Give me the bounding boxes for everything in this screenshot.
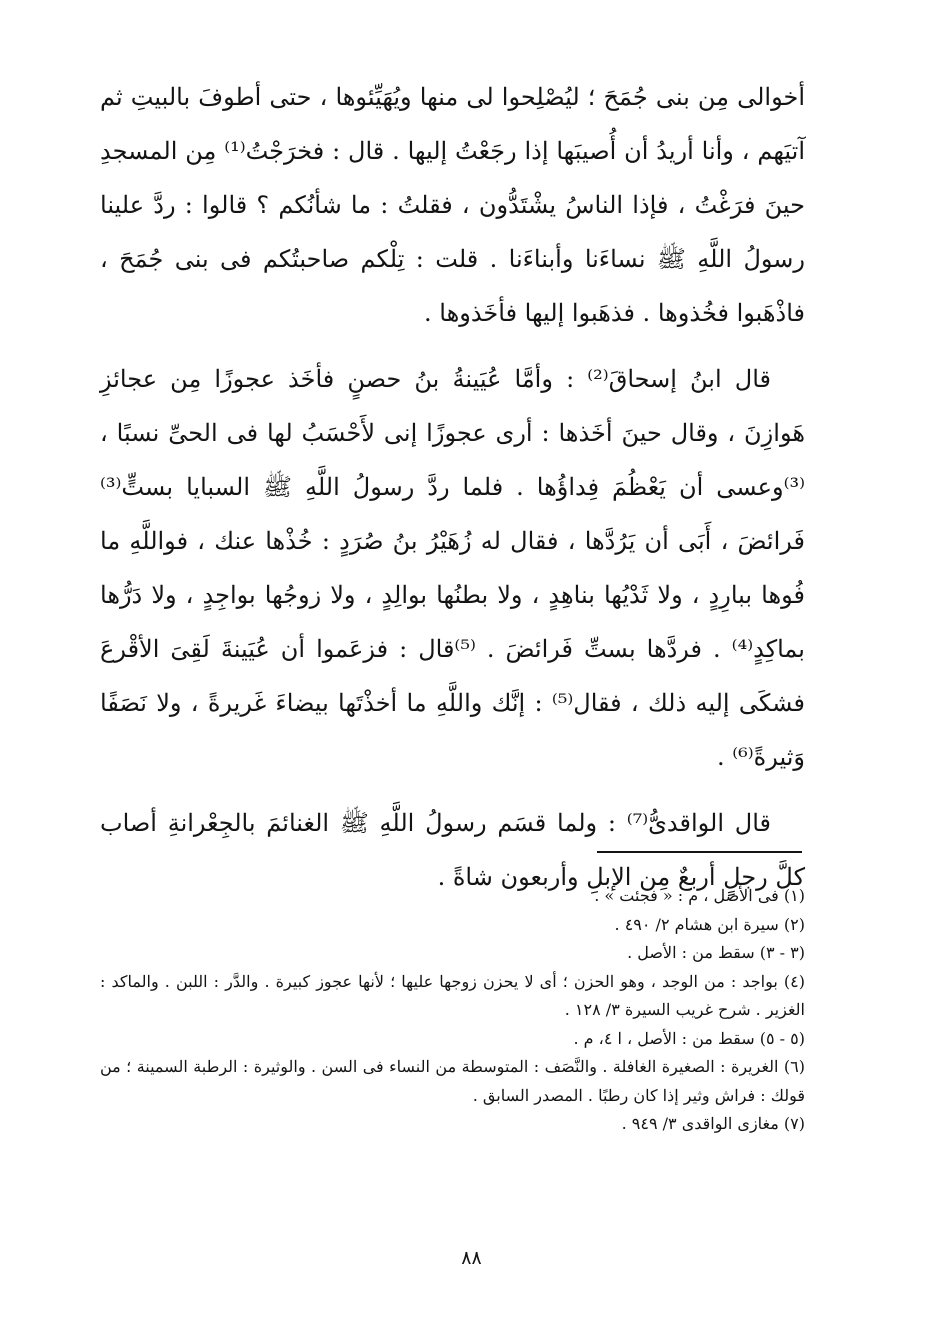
footnote-6: (٦) الغريرة : الصغيرة الغافلة . والنَّصَف : المتوسطة من النساء فى السن . والوثيرة : الرطبة السمينة ؛ من قولك : فراش وثير إذا كان رطبًا . المصدر السابق . — [100, 1057, 805, 1105]
footnote-divider — [597, 851, 802, 853]
footnotes-section — [100, 882, 805, 1139]
body-paragraph-1: أخوالى مِن بنى جُمَحَ ؛ ليُصْلِحوا لى منها ويُهَيِّئوها ، حتى أطوفَ بالبيتِ ثم آتيَهم ، وأنا أريدُ أن أُصيبَها إذا رجَعْتُ إليها . قال : فخرَجْتُ⁽¹⁾ مِن المسجدِ حينَ فرَغْتُ ، فإذا الناسُ يشْتَدُّون ، فقلتُ : ما شأنُكم ؟ قالوا : ردَّ علينا رسولُ اللَّهِ ﷺ نساءَنا وأبناءَنا . قلت : تِلْكم صاحبتُكم فى بنى جُمَحَ ، فاذْهَبوا فخُذوها . فذهَبوا إليها فأخَذوها . — [100, 83, 805, 327]
footnote-3: (٣ - ٣) سقط من : الأصل . — [627, 943, 805, 962]
main-text-body — [100, 70, 805, 916]
footnote-4: (٤) بواجد : من الوجد ، وهو الحزن ؛ أى لا يحزن زوجها عليها ؛ لأنها عجوز كبيرة . والدَّر : اللبن . والماكد : الغزير . شرح غريب السيرة ٣/ ١٢٨ . — [100, 971, 805, 1019]
footnote-1: (١) فى الأصل ، م : « فجئت » . — [594, 886, 805, 905]
page-number: ٨٨ — [461, 1247, 482, 1269]
body-paragraph-2: قال ابنُ إسحاقَ⁽²⁾ : وأمَّا عُيَينةُ بنُ حصنٍ فأخَذ عجوزًا مِن عجائزِ هَوازِنَ ، وقال حينَ أخَذها : أرى عجوزًا إنى لأَحْسَبُ لها فى الحىِّ نسبًا ، ⁽³⁾وعسى أن يَعْظُمَ فِداؤُها . فلما ردَّ رسولُ اللَّهِ ﷺ السبايا بستٍّ⁽³⁾ فَرائضَ ، أَبَى أن يَرُدَّها ، فقال له زُهَيْرُ بنُ صُرَدٍ : خُذْها عنك ، فواللَّهِ ما فُوها ببارِدٍ ، ولا ثَدْيُها بناهِدٍ ، ولا بطنُها بوالِدٍ ، ولا زوجُها بواجِدٍ ، ولا دَرُّها بماكِدٍ⁽⁴⁾ . فردَّها بستِّ فَرائضَ . ⁽⁵⁾قال : فزعَموا أن عُيَينةَ لَقِىَ الأقْرعَ فشكَى إليه ذلك ، فقال⁽⁵⁾ : إنَّك واللَّهِ ما أخذْتَها بيضاءَ غَريرةً ، ولا نَصَفًا وَثيرةً⁽⁶⁾ . — [100, 365, 805, 771]
body-paragraph-3: قال الواقدىُّ⁽⁷⁾ : ولما قسَم رسولُ اللَّهِ ﷺ الغنائمَ بالجِعْرانةِ أصاب كلَّ رجلٍ أربعٌ مِن الإبلِ وأربعون شاةً . — [100, 809, 805, 891]
footnote-7: (٧) مغازى الواقدى ٣/ ٩٤٩ . — [621, 1114, 805, 1133]
footnote-5: (٥ - ٥) سقط من : الأصل ، ا ٤، م . — [573, 1028, 805, 1048]
footnote-2: (٢) سيرة ابن هشام ٢/ ٤٩٠ . — [614, 914, 805, 934]
